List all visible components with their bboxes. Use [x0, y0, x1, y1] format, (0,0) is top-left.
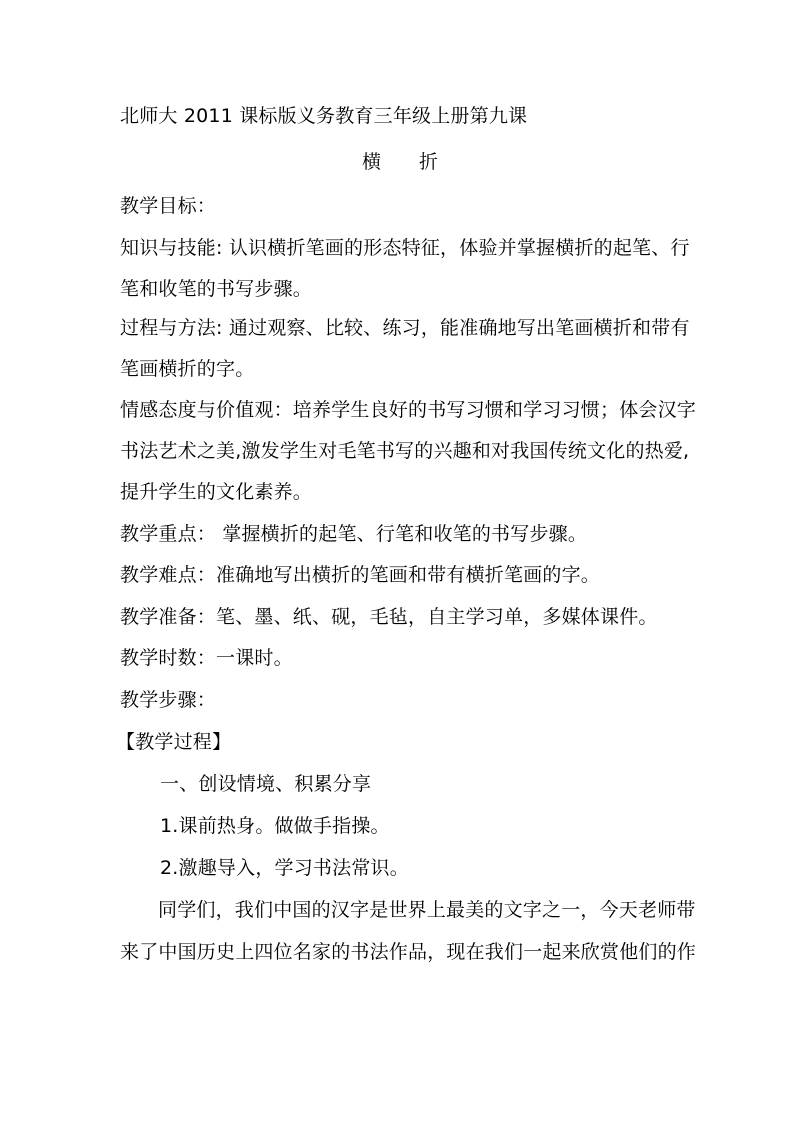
goals-label: 教学目标：	[120, 195, 217, 217]
hours: 教学时数：一课时。	[120, 647, 293, 669]
emotion-line-1: 情感态度与价值观：培养学生良好的书写习惯和学习习惯；体会汉字	[120, 399, 697, 421]
paragraph-line-1: 同学们，我们中国的汉字是世界上最美的文字之一，今天老师带	[158, 899, 696, 921]
process-header: 【教学过程】	[116, 731, 232, 753]
knowledge-line-2: 笔和收笔的书写步骤。	[120, 278, 313, 300]
steps-label: 教学步骤：	[120, 689, 217, 711]
process-line-2: 笔画横折的字。	[120, 358, 255, 380]
emotion-line-2: 书法艺术之美,激发学生对毛笔书写的兴趣和对我国传统文化的热爱,	[120, 440, 690, 462]
key-point: 教学重点： 掌握横折的起笔、行笔和收笔的书写步骤。	[120, 523, 588, 545]
paragraph-line-2: 来了中国历史上四位名家的书法作品，现在我们一起来欣赏他们的作	[120, 941, 697, 963]
section-1: 一、创设情境、积累分享	[160, 773, 372, 795]
difficulty: 教学难点：准确地写出横折的笔画和带有横折笔画的字。	[120, 564, 601, 586]
lesson-title	[362, 150, 438, 174]
document-heading: 北师大 2011 课标版义务教育三年级上册第九课	[120, 105, 528, 127]
item-2: 2.激趣导入，学习书法常识。	[160, 857, 409, 879]
item-1: 1.课前热身。做做手指操。	[160, 815, 390, 837]
title-part-2: 折	[419, 151, 439, 173]
title-part-1: 横	[362, 151, 382, 173]
knowledge-line-1: 知识与技能: 认识横折笔画的形态特征，体验并掌握横折的起笔、行	[120, 237, 690, 259]
preparation: 教学准备：笔、墨、纸、砚，毛毡，自主学习单，多媒体课件。	[120, 606, 658, 628]
process-line-1: 过程与方法: 通过观察、比较、练习，能准确地写出笔画横折和带有	[120, 317, 690, 339]
emotion-line-3: 提升学生的文化素养。	[120, 481, 313, 503]
